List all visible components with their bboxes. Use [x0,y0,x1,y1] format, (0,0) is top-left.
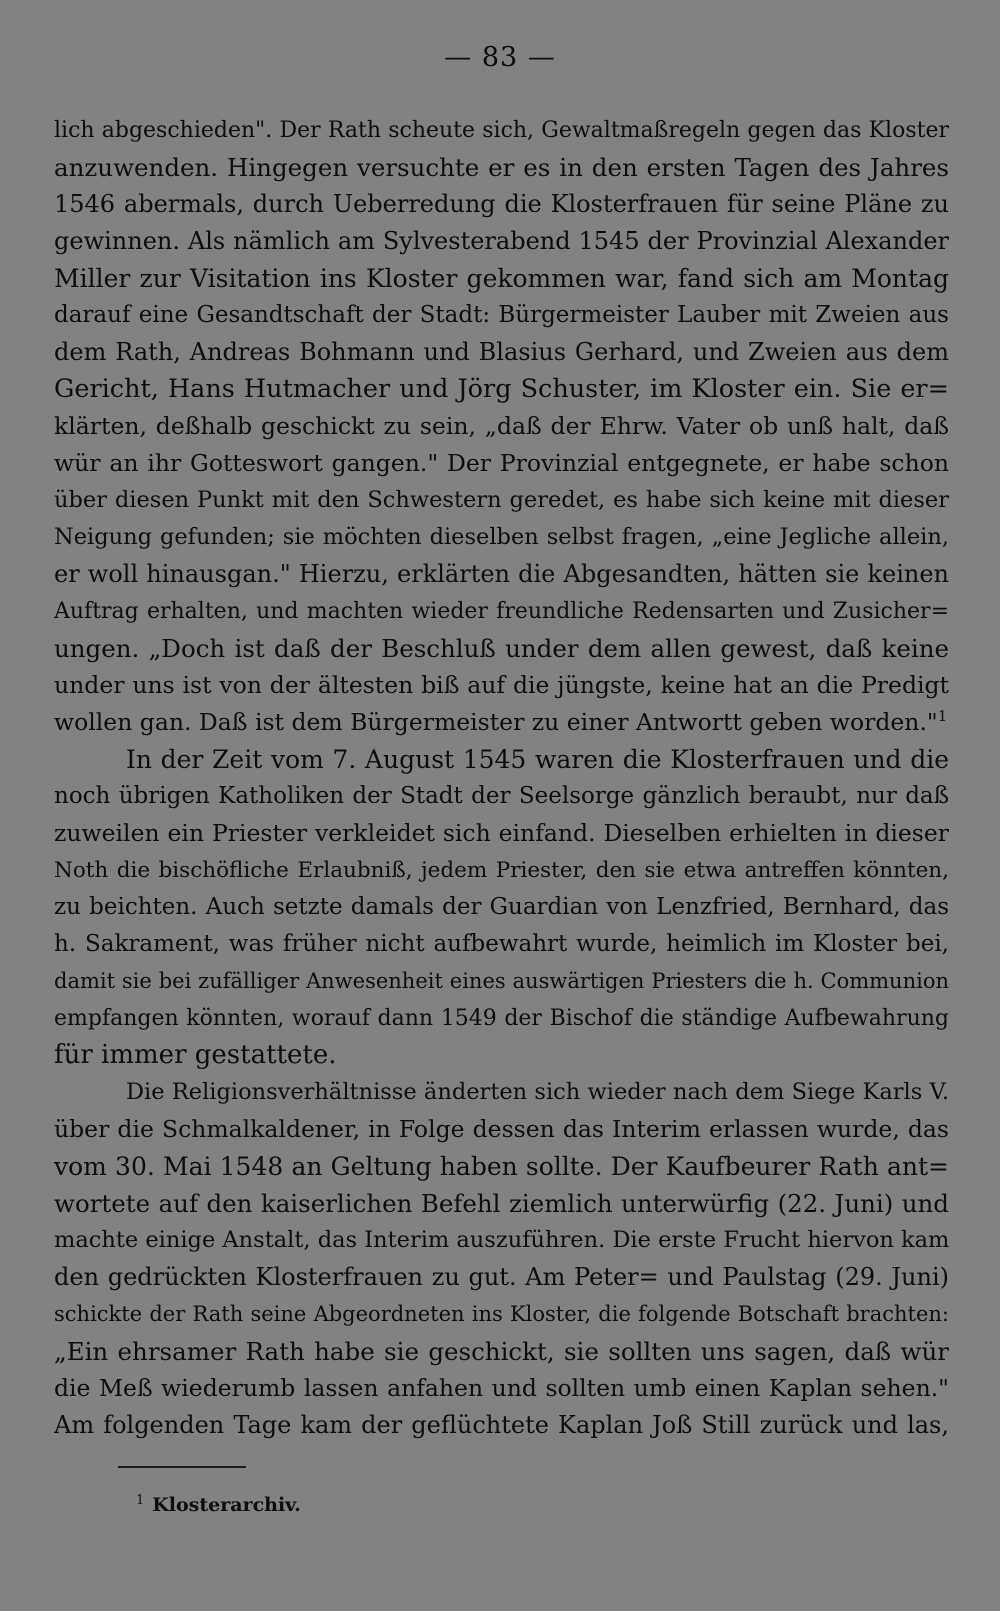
text-line: Gericht, Hans Hutmacher und Jörg Schuster, im Kloster ein. Sie er= [54,374,949,404]
text-line: wortete auf den kaiserlichen Befehl ziemlich unterwürfig (22. Juni) und [54,1189,949,1218]
text-line: schickte der Rath seine Abgeordneten ins Kloster, die folgende Botschaft brachten: [54,1302,949,1326]
text-line-content: wollen gan. Daß ist dem Bürgermeister zu einer Antwortt geben worden." [54,708,938,736]
text-line: Am folgenden Tage kam der geflüchtete Kaplan Joß Still zurück und las, [54,1411,949,1439]
text-line: h. Sakrament, was früher nicht aufbewahrt wurde, heimlich im Kloster bei, [54,931,949,957]
text-line: noch übrigen Katholiken der Stadt der Seelsorge gänzlich beraubt, nur daß [54,783,949,809]
paragraph-start-line: Die Religionsverhältnisse änderten sich wieder nach dem Siege Karls V. [126,1079,949,1105]
page-number: — 83 — [444,42,556,73]
text-line: 1546 abermals, durch Ueberredung die Klosterfrauen für seine Pläne zu [54,190,949,218]
text-line: die Meß wiederumb lassen anfahen und sollten umb einen Kaplan sehen." [54,1374,949,1402]
text-line: er woll hinausgan." Hierzu, erklärten die Abgesandten, hätten sie keinen [54,560,949,588]
text-line: damit sie bei zufälliger Anwesenheit eines auswärtigen Priesters die h. Communion [54,969,949,993]
paragraph-start-line: In der Zeit vom 7. August 1545 waren die Klosterfrauen und die [126,745,949,774]
footnote-text: Klosterarchiv. [152,1494,301,1516]
footnote-divider [118,1466,246,1468]
text-line: über diesen Punkt mit den Schwestern geredet, es habe sich keine mit dieser [54,487,949,513]
text-line: wür an ihr Gotteswort gangen." Der Provinzial entgegnete, er habe schon [54,449,949,477]
text-line: über die Schmalkaldener, in Folge dessen das Interim erlassen wurde, das [54,1115,949,1143]
text-line: Neigung gefunden; sie möchten dieselben selbst fragen, „eine Jegliche allein, [54,524,949,550]
text-line: dem Rath, Andreas Bohmann und Blasius Gerhard, und Zweien aus dem [54,338,949,366]
text-line: zu beichten. Auch setzte damals der Guardian von Lenzfried, Bernhard, das [54,894,949,920]
text-line: Miller zur Visitation ins Kloster gekommen war, fand sich am Montag [54,264,949,293]
text-line: vom 30. Mai 1548 an Geltung haben sollte. Der Kaufbeurer Rath ant= [54,1152,949,1181]
text-line: für immer gestattete. [54,1040,337,1070]
text-line: darauf eine Gesandtschaft der Stadt: Bürgermeister Lauber mit Zweien aus [54,302,949,328]
body-text [54,112,949,1444]
text-line-with-footnote [54,704,949,741]
text-line: empfangen könnten, worauf dann 1549 der Bischof die ständige Aufbewahrung [54,1006,949,1031]
footnote-mark: 1 [136,1492,145,1508]
text-line: gewinnen. Als nämlich am Sylvesterabend 1545 der Provinzial Alexander [54,227,949,255]
text-line: machte einige Anstalt, das Interim auszuführen. Die erste Frucht hiervon kam [54,1227,949,1253]
text-line: klärten, deßhalb geschickt zu sein, „daß der Ehrw. Vater ob unß halt, daß [54,412,949,440]
text-line: under uns ist von der ältesten biß auf die jüngste, keine hat an die Predigt [54,671,949,699]
text-line: lich abgeschieden". Der Rath scheute sich, Gewaltmaßregeln gegen das Kloster [54,118,949,143]
text-line: zuweilen ein Priester verkleidet sich einfand. Dieselben erhielten in dieser [54,819,949,847]
text-line: anzuwenden. Hingegen versuchte er es in den ersten Tagen des Jahres [54,153,949,182]
text-line: den gedrückten Klosterfrauen zu gut. Am Peter= und Paulstag (29. Juni) [54,1263,949,1291]
text-line: ungen. „Doch ist daß der Beschluß under dem allen gewest, daß keine [54,634,949,663]
text-line: Auftrag erhalten, und machten wieder freundliche Redensarten und Zusicher= [54,599,949,624]
footnote [136,1493,301,1517]
text-line: Noth die bischöfliche Erlaubniß, jedem Priester, den sie etwa antreffen könnten, [54,858,949,883]
footnote-reference: 1 [937,707,948,726]
text-line: „Ein ehrsamer Rath habe sie geschickt, sie sollten uns sagen, daß wür [54,1337,949,1366]
